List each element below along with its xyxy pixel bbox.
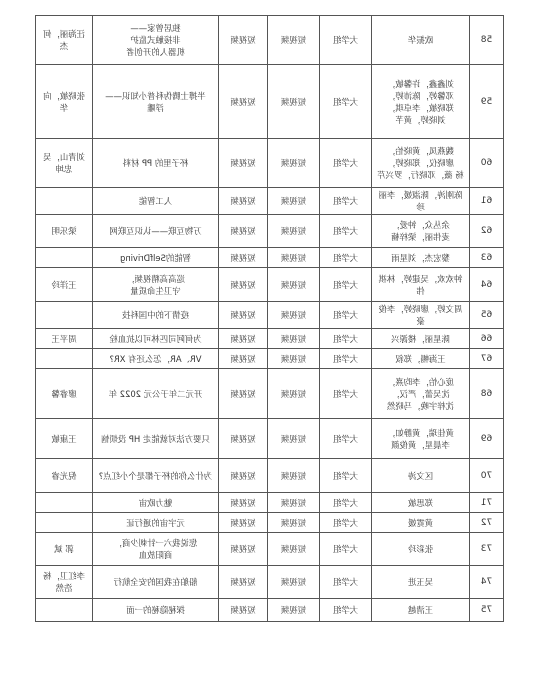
category-cell: 短视频 bbox=[268, 16, 320, 65]
authors-cell-line: 沈梓宇晚，马晓然 bbox=[387, 400, 454, 411]
advisor-cell-line: 浩然 bbox=[55, 583, 73, 593]
group-cell: 大学组 bbox=[320, 302, 372, 329]
category-cell: 短视频 bbox=[268, 459, 320, 493]
row-number: 59 bbox=[470, 65, 504, 139]
authors-cell bbox=[372, 533, 470, 566]
authors-cell-line: 魏燕凤，黄晓怡， bbox=[387, 146, 454, 156]
table-row bbox=[36, 599, 504, 622]
type-cell: 短视频 bbox=[219, 419, 268, 459]
row-number: 70 bbox=[470, 459, 504, 493]
title-cell-line: 船舶在我国的安全航行 bbox=[113, 577, 198, 587]
row-number: 67 bbox=[470, 349, 504, 369]
title-cell bbox=[93, 215, 219, 248]
title-cell-line: 守卫生命质量 bbox=[130, 285, 181, 296]
group-cell: 大学组 bbox=[320, 329, 372, 349]
category-cell: 短视频 bbox=[268, 349, 320, 369]
title-cell-line: 半搏士腾伪科普小知识—— bbox=[105, 90, 206, 101]
award-list-table bbox=[35, 15, 504, 622]
type-cell: 短视频 bbox=[219, 268, 268, 302]
advisor-cell-line: 周平王 bbox=[51, 333, 77, 344]
advisor-cell bbox=[36, 65, 93, 139]
type-cell: 短视频 bbox=[219, 139, 268, 188]
type-cell: 短视频 bbox=[219, 513, 268, 533]
title-cell bbox=[93, 493, 219, 513]
title-cell-line: 您说我六一针刺少商， bbox=[113, 538, 198, 548]
authors-cell-line: 黄佳瑞，黄静如， bbox=[387, 427, 454, 438]
type-cell: 短视频 bbox=[219, 302, 268, 329]
type-cell: 短视频 bbox=[219, 329, 268, 349]
group-cell: 大学组 bbox=[320, 513, 372, 533]
advisor-cell-line: 李红卫，杨 bbox=[43, 571, 85, 581]
authors-cell-line: 邓馨婷，陈沛婷， bbox=[387, 90, 454, 101]
advisor-cell bbox=[36, 302, 93, 329]
authors-cell bbox=[372, 302, 470, 329]
title-cell-line: 为什么你的杯子都是个小红点? bbox=[98, 470, 213, 481]
category-cell: 短视频 bbox=[268, 369, 320, 419]
authors-cell-line: 余丛众，钟爱， bbox=[391, 220, 450, 230]
authors-cell-line: 陈星丽，楼源兴 bbox=[391, 333, 450, 344]
row-number: 74 bbox=[470, 566, 504, 599]
type-cell: 短视频 bbox=[219, 599, 268, 622]
group-cell: 大学组 bbox=[320, 248, 372, 268]
authors-cell-line: 郑晓敏，李卓琪， bbox=[387, 102, 454, 113]
title-cell bbox=[93, 369, 219, 419]
authors-cell-line: 刘晓婷，黄芊 bbox=[395, 114, 446, 125]
advisor-cell-line: 郭 斌 bbox=[54, 544, 74, 554]
group-cell: 大学组 bbox=[320, 65, 372, 139]
title-cell-line: 开元二年于公元 2022 年 bbox=[108, 388, 203, 399]
type-cell: 短视频 bbox=[219, 215, 268, 248]
category-cell: 短视频 bbox=[268, 329, 320, 349]
authors-cell bbox=[372, 65, 470, 139]
authors-cell-line: 吴玉进 bbox=[407, 577, 434, 587]
authors-cell-line: 庞心怡，李昀熹， bbox=[387, 376, 454, 387]
type-cell: 短视频 bbox=[219, 566, 268, 599]
advisor-cell bbox=[36, 419, 93, 459]
advisor-cell bbox=[36, 566, 93, 599]
authors-cell bbox=[372, 16, 470, 65]
category-cell: 短视频 bbox=[268, 268, 320, 302]
title-cell bbox=[93, 419, 219, 459]
row-number: 65 bbox=[470, 302, 504, 329]
table-row bbox=[36, 349, 504, 369]
advisor-cell bbox=[36, 139, 93, 188]
title-cell bbox=[93, 188, 219, 215]
type-cell: 短视频 bbox=[219, 16, 268, 65]
title-cell bbox=[93, 248, 219, 268]
row-number: 64 bbox=[470, 268, 504, 302]
authors-cell bbox=[372, 215, 470, 248]
title-cell-line: 智能的SelfDriving bbox=[120, 252, 191, 263]
advisor-cell-line: 梁乐明 bbox=[51, 226, 77, 236]
advisor-cell-line: 忠坤 bbox=[55, 164, 73, 174]
category-cell: 短视频 bbox=[268, 599, 320, 622]
row-number: 73 bbox=[470, 533, 504, 566]
title-cell bbox=[93, 139, 219, 188]
title-cell-line: 元宇宙的通行证 bbox=[126, 517, 185, 528]
advisor-cell bbox=[36, 459, 93, 493]
type-cell: 短视频 bbox=[219, 248, 268, 268]
advisor-cell bbox=[36, 268, 93, 302]
title-cell bbox=[93, 268, 219, 302]
authors-cell bbox=[372, 188, 470, 215]
type-cell: 短视频 bbox=[219, 369, 268, 419]
authors-cell-line: 黄霓媛 bbox=[407, 517, 434, 528]
row-number: 61 bbox=[470, 188, 504, 215]
category-cell: 短视频 bbox=[268, 65, 320, 139]
category-cell: 短视频 bbox=[268, 419, 320, 459]
table-row bbox=[36, 329, 504, 349]
type-cell: 短视频 bbox=[219, 65, 268, 139]
advisor-cell-line: 倪光睿 bbox=[51, 470, 77, 481]
table-row bbox=[36, 65, 504, 139]
advisor-cell-line: 廖睿馨 bbox=[51, 388, 77, 399]
table-row bbox=[36, 369, 504, 419]
title-cell-line: 非接触式监护 bbox=[130, 35, 181, 45]
authors-cell bbox=[372, 349, 470, 369]
table-row bbox=[36, 248, 504, 268]
group-cell: 大学组 bbox=[320, 215, 372, 248]
table-row bbox=[36, 302, 504, 329]
table-row bbox=[36, 459, 504, 493]
title-cell-line: 为何阿司匹林可以抗血栓 bbox=[109, 333, 202, 344]
table-row bbox=[36, 16, 504, 65]
type-cell: 短视频 bbox=[219, 188, 268, 215]
title-cell bbox=[93, 16, 219, 65]
title-cell bbox=[93, 302, 219, 329]
authors-cell-line: 郑思敏 bbox=[407, 497, 434, 508]
title-cell-line: 人工智能 bbox=[138, 196, 173, 206]
group-cell: 大学组 bbox=[320, 188, 372, 215]
advisor-cell bbox=[36, 215, 93, 248]
title-cell-line: 商阳放血 bbox=[138, 550, 173, 560]
type-cell: 短视频 bbox=[219, 349, 268, 369]
category-cell: 短视频 bbox=[268, 302, 320, 329]
authors-cell-line: 沈吴蕾，严汉， bbox=[391, 388, 450, 399]
advisor-cell bbox=[36, 599, 93, 622]
authors-cell-line: 张彩玲 bbox=[407, 544, 434, 554]
row-number: 68 bbox=[470, 369, 504, 419]
title-cell-line: VR、AR，怎么还有 XR? bbox=[109, 353, 202, 364]
advisor-cell-line: 汪海丽，何 杰 bbox=[43, 29, 85, 51]
advisor-cell-line: 王康敏 bbox=[51, 433, 77, 444]
type-cell: 短视频 bbox=[219, 493, 268, 513]
title-cell bbox=[93, 329, 219, 349]
row-number: 71 bbox=[470, 493, 504, 513]
advisor-cell bbox=[36, 349, 93, 369]
advisor-cell-line: 张晓敏，向 华 bbox=[43, 90, 85, 113]
group-cell: 大学组 bbox=[320, 566, 372, 599]
advisor-cell bbox=[36, 188, 93, 215]
table-body bbox=[36, 16, 504, 622]
row-number: 75 bbox=[470, 599, 504, 622]
authors-cell bbox=[372, 268, 470, 302]
authors-cell bbox=[372, 369, 470, 419]
title-cell bbox=[93, 533, 219, 566]
title-cell-line: 只要方法对就能走 HP 没烦恼 bbox=[101, 433, 210, 444]
advisor-cell-line: 刘青山，吴 bbox=[43, 152, 85, 162]
authors-cell bbox=[372, 139, 470, 188]
authors-cell-line: 陈刚涛，陈淑媛，李丽珍 bbox=[378, 190, 463, 212]
category-cell: 短视频 bbox=[268, 188, 320, 215]
group-cell: 大学组 bbox=[320, 268, 372, 302]
row-number: 62 bbox=[470, 215, 504, 248]
row-number: 66 bbox=[470, 329, 504, 349]
title-cell bbox=[93, 349, 219, 369]
advisor-cell-line: 王洋玲 bbox=[51, 279, 77, 290]
authors-cell-line: 区文涛 bbox=[407, 470, 434, 481]
authors-cell-line: 廖晓仪，郑晓婷， bbox=[387, 158, 454, 168]
table-row bbox=[36, 188, 504, 215]
row-number: 60 bbox=[470, 139, 504, 188]
authors-cell-line: 麦伟丽，梁梓楠 bbox=[391, 232, 450, 242]
authors-cell bbox=[372, 599, 470, 622]
title-cell-line: 疫情下的中国科技 bbox=[122, 310, 189, 320]
category-cell: 短视频 bbox=[268, 513, 320, 533]
row-number: 72 bbox=[470, 513, 504, 533]
authors-cell-line: 欧振华 bbox=[407, 35, 434, 45]
advisor-cell bbox=[36, 16, 93, 65]
title-cell bbox=[93, 513, 219, 533]
title-cell-line: 杯子里的 PP 材料 bbox=[122, 158, 189, 168]
authors-cell-line: 刘鑫鑫，许馨敏， bbox=[387, 78, 454, 89]
advisor-cell bbox=[36, 248, 93, 268]
table-row bbox=[36, 419, 504, 459]
table-row bbox=[36, 566, 504, 599]
authors-cell-line: 王清越 bbox=[407, 605, 434, 615]
table-row bbox=[36, 268, 504, 302]
group-cell: 大学组 bbox=[320, 139, 372, 188]
authors-cell-line: 杨 薇，邓晓行，罗兴芹 bbox=[377, 170, 464, 180]
table-row bbox=[36, 139, 504, 188]
category-cell: 短视频 bbox=[268, 215, 320, 248]
group-cell: 大学组 bbox=[320, 349, 372, 369]
group-cell: 大学组 bbox=[320, 459, 372, 493]
authors-cell bbox=[372, 248, 470, 268]
title-cell-line: 机器人的开创者 bbox=[126, 47, 185, 57]
group-cell: 大学组 bbox=[320, 599, 372, 622]
group-cell: 大学组 bbox=[320, 419, 372, 459]
group-cell: 大学组 bbox=[320, 369, 372, 419]
type-cell: 短视频 bbox=[219, 459, 268, 493]
category-cell: 短视频 bbox=[268, 139, 320, 188]
authors-cell-line: 钟欢欢，吴建婷，林祺伟 bbox=[378, 273, 463, 296]
table-row bbox=[36, 215, 504, 248]
authors-cell bbox=[372, 329, 470, 349]
category-cell: 短视频 bbox=[268, 248, 320, 268]
authors-cell-line: 王海暢，郑叙 bbox=[395, 353, 446, 364]
row-number: 63 bbox=[470, 248, 504, 268]
table-row bbox=[36, 493, 504, 513]
title-cell-line: 探秘隐秘的一面 bbox=[126, 605, 185, 615]
advisor-cell bbox=[36, 369, 93, 419]
authors-cell bbox=[372, 493, 470, 513]
title-cell-line: 独居曾家—— bbox=[130, 23, 181, 33]
row-number: 69 bbox=[470, 419, 504, 459]
title-cell-line: 魅力欧宙 bbox=[138, 497, 173, 508]
advisor-cell bbox=[36, 533, 93, 566]
group-cell: 大学组 bbox=[320, 493, 372, 513]
authors-cell-line: 周文婷，廖晓婷，李俊豪 bbox=[378, 304, 463, 326]
table-row bbox=[36, 533, 504, 566]
authors-cell-line: 黎宏杰，刘星雨 bbox=[391, 252, 450, 263]
authors-cell-line: 李晨星，黄俊颜 bbox=[391, 439, 450, 450]
category-cell: 短视频 bbox=[268, 533, 320, 566]
group-cell: 大学组 bbox=[320, 16, 372, 65]
type-cell: 短视频 bbox=[219, 533, 268, 566]
authors-cell bbox=[372, 419, 470, 459]
title-cell bbox=[93, 566, 219, 599]
table-row bbox=[36, 513, 504, 533]
advisor-cell bbox=[36, 513, 93, 533]
title-cell bbox=[93, 599, 219, 622]
title-cell bbox=[93, 65, 219, 139]
advisor-cell bbox=[36, 329, 93, 349]
group-cell: 大学组 bbox=[320, 533, 372, 566]
title-cell bbox=[93, 459, 219, 493]
authors-cell bbox=[372, 459, 470, 493]
category-cell: 短视频 bbox=[268, 493, 320, 513]
title-cell-line: 万物互联——认识互联网 bbox=[109, 226, 202, 236]
row-number: 58 bbox=[470, 16, 504, 65]
advisor-cell bbox=[36, 493, 93, 513]
authors-cell bbox=[372, 513, 470, 533]
title-cell-line: 浮雕 bbox=[147, 102, 164, 113]
authors-cell bbox=[372, 566, 470, 599]
title-cell-line: 巡高高精视频， bbox=[126, 273, 185, 284]
category-cell: 短视频 bbox=[268, 566, 320, 599]
